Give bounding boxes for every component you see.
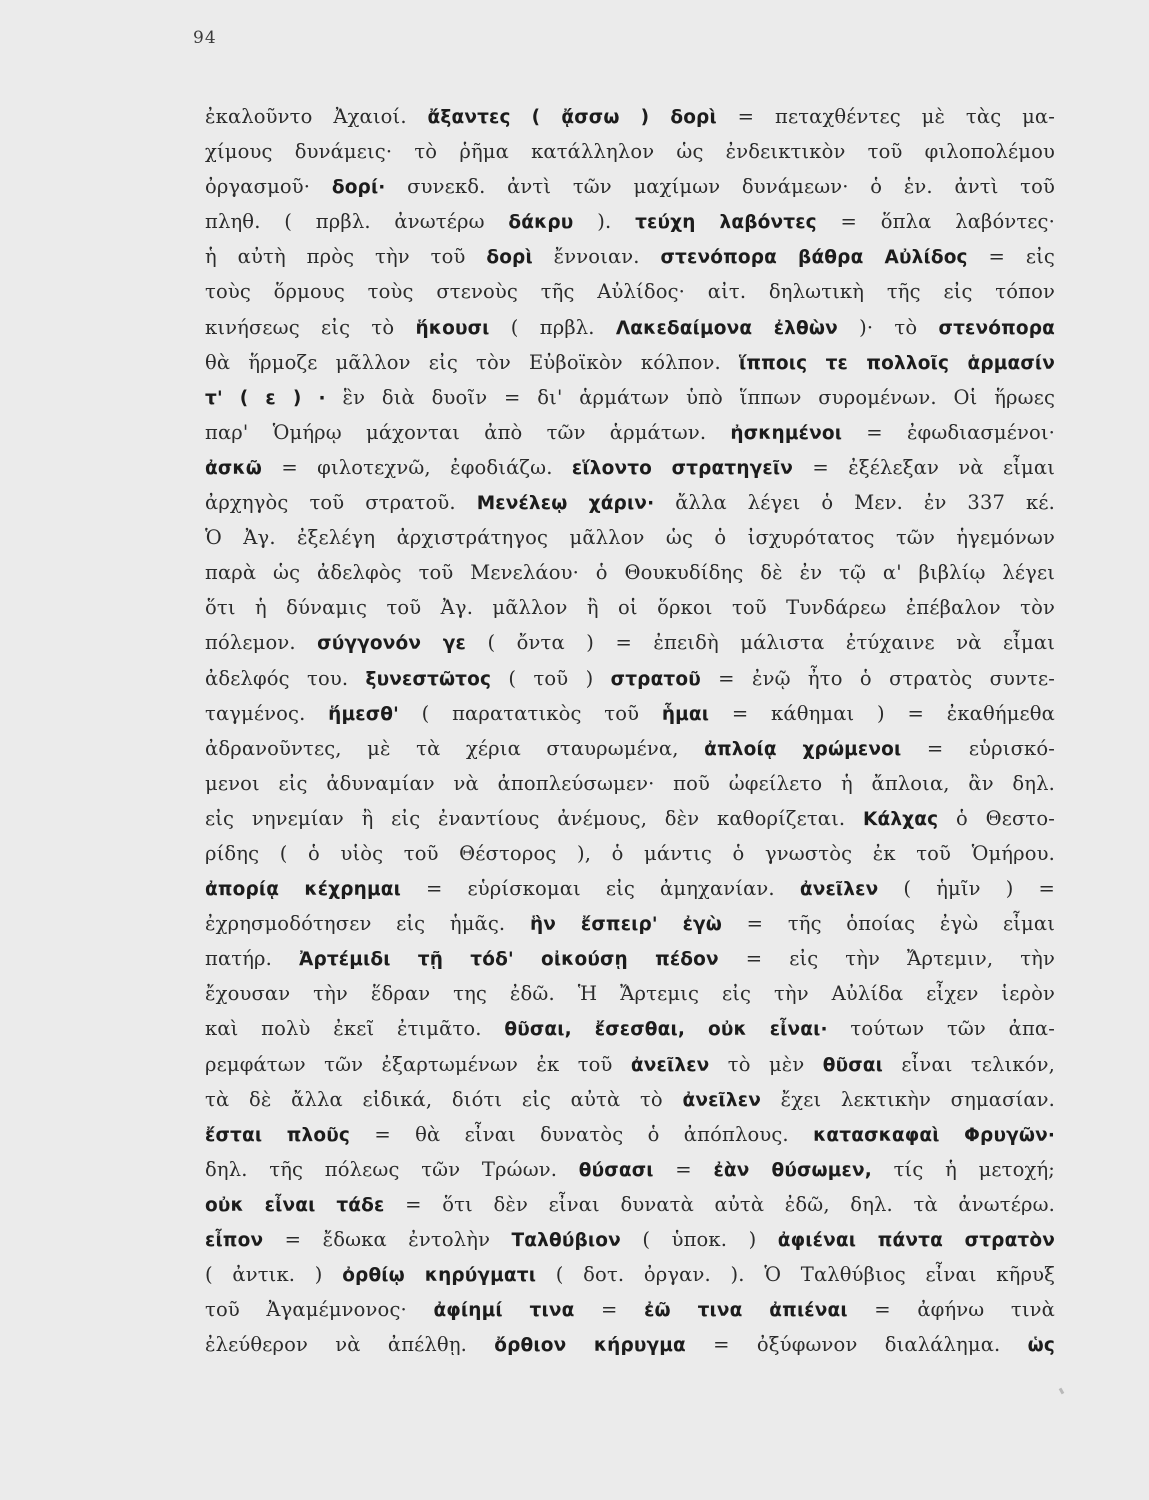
text-line [205, 1257, 1055, 1292]
bold-term: ἧμαι [661, 703, 710, 725]
text-run: καὶ πολὺ ἐκεῖ ἐτιμᾶτο. [205, 1017, 505, 1041]
text-line [205, 590, 1055, 625]
text-run: ἐκαλοῦντο Ἀχαιοί. [205, 105, 428, 128]
text-run: ὅτι ἡ δύναμις τοῦ Ἀγ. μᾶλλον ἢ οἱ ὅρκοι τοῦ Τυνδάρεω ἐπέβαλον τὸν [205, 596, 1055, 620]
bold-term: ἀνεῖλεν [630, 1054, 710, 1076]
bold-term: ἥμεσθ' [328, 703, 399, 725]
text-run: ἓν διὰ δυοῖν = δι' ἁρμάτων ὑπὸ ἵππων συρομένων. Οἱ ἥρωες [325, 385, 1055, 409]
bold-term: τεύχη λαβόντες [635, 212, 817, 234]
text-run: κινήσεως εἰς τὸ [205, 315, 416, 339]
bold-term: ἣν ἔσπειρ' ἐγὼ [529, 914, 723, 936]
text-run: ὀργασμοῦ· [205, 175, 332, 199]
text-line [205, 204, 1055, 239]
bold-term: ἠσκημένοι [730, 422, 843, 444]
text-line [205, 1117, 1055, 1152]
text-run: = τῆς ὁποίας ἐγὼ εἶμαι [722, 912, 1055, 936]
text-run: )· τὸ [837, 315, 939, 339]
bold-term: ἀνεῖλεν [682, 1089, 761, 1111]
text-run: εἶναι τελικόν, [883, 1052, 1055, 1076]
bold-term: ἄξαντες ( ᾄσσω ) δορὶ [427, 107, 717, 128]
bold-term: Κάλχας [862, 808, 939, 830]
text-line [205, 99, 1055, 134]
bold-term: ἵπποις τε πολλοῖς ἁρμασίν [738, 352, 1055, 374]
text-run: ( δοτ. ὀργαν. ). Ὁ Ταλθύβιος εἶναι κῆρυξ [536, 1263, 1055, 1287]
text-run: = κάθημαι ) = ἐκαθήμεθα [709, 701, 1055, 725]
bold-term: Μενέλεῳ χάριν· [476, 493, 655, 515]
text-run: τὸ μὲν [709, 1052, 823, 1076]
text-line [205, 345, 1055, 380]
text-line [205, 871, 1055, 906]
text-run: = ἐφωδιασμένοι· [842, 420, 1055, 444]
text-line [205, 274, 1055, 309]
text-line [205, 1292, 1055, 1327]
text-line [205, 310, 1055, 345]
text-run: = εὑρίσκομαι εἰς ἀμηχανίαν. [400, 877, 800, 901]
bold-term: εἶπον [205, 1230, 264, 1251]
text-run: = εὑρισκό- [901, 736, 1055, 760]
bold-term: Ἀρτέμιδι τῇ τόδ' οἰκούσῃ πέδον [298, 949, 719, 971]
text-run: χίμους δυνάμεις· τὸ ῥῆμα κατάλληλον ὡς ἐνδεικτικὸν τοῦ φιλοπολέμου [205, 140, 1055, 164]
text-run: = ἀφήνω τινὰ [847, 1298, 1055, 1322]
bold-term: ἔσται πλοῦς [205, 1124, 351, 1146]
bold-term: ἀφίημί τινα [433, 1300, 575, 1322]
text-line [205, 1152, 1055, 1187]
bold-term: Λακεδαίμονα ἐλθὼν [615, 317, 838, 339]
text-run: Ὁ Ἀγ. ἐξελέγη ἀρχιστράτηγος μᾶλλον ὡς ὁ ἰσχυρότατος τῶν ἡγεμόνων [205, 526, 1055, 550]
text-run: ἀρχηγὸς τοῦ στρατοῦ. [205, 491, 477, 515]
bold-term: εἵλοντο στρατηγεῖν [571, 457, 793, 479]
text-line [205, 661, 1055, 696]
bold-term: Ταλθύβιον [511, 1230, 621, 1251]
text-line [205, 801, 1055, 836]
text-line [205, 134, 1055, 169]
bold-term: ἀνεῖλεν [799, 879, 879, 901]
text-run: ἐχρησμοδότησεν εἰς ἡμᾶς. [205, 912, 530, 936]
text-run: = πεταχθέντες μὲ τὰς μα- [716, 105, 1055, 128]
text-run: = ἐξέλεξαν νὰ εἶμαι [792, 455, 1055, 479]
text-line [205, 976, 1055, 1011]
text-line [205, 485, 1055, 520]
text-run: ρίδης ( ὁ υἱὸς τοῦ Θέστορος ), ὁ μάντις ὁ γνωστὸς ἐκ τοῦ Ὁμήρου. [205, 841, 1055, 865]
bold-term: ἀπλοίᾳ χρώμενοι [704, 738, 902, 760]
text-run: ( ἀντικ. ) [205, 1263, 343, 1287]
text-run: πατήρ. [205, 947, 299, 971]
bold-term: κατασκαφαὶ Φρυγῶν· [813, 1124, 1055, 1146]
bold-term: σύγγονόν γε [317, 633, 466, 655]
text-line [205, 520, 1055, 555]
text-run: ( πρβλ. [489, 315, 616, 339]
text-run: ( ὑποκ. ) [620, 1228, 778, 1251]
text-line [205, 625, 1055, 660]
text-run: = ὀξύφωνον διαλάλημα. [685, 1333, 1028, 1357]
text-run: ἀδελφός του. [205, 666, 366, 690]
text-run: ( ὄντα ) = ἐπειδὴ μάλιστα ἐτύχαινε νὰ εἶμαι [465, 631, 1055, 655]
text-run: παρὰ ὡς ἀδελφὸς τοῦ Μενελάου· ὁ Θουκυδίδης δὲ ἐν τῷ α' βιβλίῳ λέγει [205, 561, 1055, 585]
bold-term: δορὶ [486, 247, 533, 269]
text-run: ( παρατατικὸς τοῦ [398, 701, 662, 725]
text-run: ( ἡμῖν ) = [878, 877, 1055, 901]
text-line [205, 696, 1055, 731]
text-line [205, 1327, 1055, 1362]
text-line [205, 555, 1055, 590]
text-run: ταγμένος. [205, 701, 329, 725]
text-run: = [574, 1298, 645, 1322]
bold-term: στενόπορα βάθρα Αὐλίδος [660, 247, 968, 269]
bold-term: θύσασι [578, 1159, 654, 1181]
text-line [205, 906, 1055, 941]
text-line [205, 450, 1055, 485]
text-run: ὁ Θεστο- [938, 806, 1055, 830]
text-line [205, 941, 1055, 976]
text-run: = [653, 1157, 714, 1181]
text-run: δηλ. τῆς πόλεως τῶν Τρώων. [205, 1157, 579, 1181]
bold-term: ὡς [1027, 1335, 1055, 1357]
text-line [205, 1187, 1055, 1222]
text-line [205, 169, 1055, 204]
text-line [205, 415, 1055, 450]
text-run: = θὰ εἶναι δυνατὸς ὁ ἀπόπλους. [350, 1122, 814, 1146]
text-run: ἀδρανοῦντες, μὲ τὰ χέρια σταυρωμένα, [205, 736, 705, 760]
text-run: = εἰς τὴν Ἄρτεμιν, τὴν [718, 947, 1055, 971]
page-number: 94 [193, 28, 217, 48]
text-run: τίς ἡ μετοχή; [871, 1157, 1055, 1181]
bold-term: στρατοῦ [610, 668, 701, 690]
bold-term: ἐῶ τινα ἀπιέναι [644, 1300, 848, 1322]
text-run: πληθ. ( πρβλ. ἀνωτέρω [205, 210, 509, 234]
bold-term: ἀφιέναι πάντα στρατὸν [777, 1230, 1055, 1251]
text-run: ρεμφάτων τῶν ἐξαρτωμένων ἐκ τοῦ [205, 1052, 631, 1076]
bold-term: τ' ( ε ) · [205, 387, 326, 409]
text-line [205, 239, 1055, 274]
bold-term: θῦσαι, ἔσεσθαι, οὐκ εἶναι· [504, 1019, 828, 1041]
bold-term: ξυνεστῶτος [365, 668, 492, 690]
text-run: ἐλεύθερον νὰ ἀπέλθῃ. [205, 1333, 495, 1357]
text-line [205, 1011, 1055, 1046]
text-run: πόλεμον. [205, 631, 318, 655]
text-line [205, 1222, 1055, 1257]
text-run: τοὺς ὅρμους τοὺς στενοὺς τῆς Αὐλίδος· αἰτ. δηλωτικὴ τῆς εἰς τόπον [205, 280, 1055, 304]
text-run: τοῦ Ἀγαμέμνονος· [205, 1298, 434, 1322]
text-run: ἔννοιαν. [532, 245, 661, 269]
bold-term: δορί· [331, 177, 386, 199]
text-run: = ἔδωκα ἐντολὴν [263, 1228, 512, 1251]
text-line [205, 836, 1055, 871]
text-run: = ἐνῷ ἦτο ὁ στρατὸς συντε- [700, 666, 1055, 690]
print-mark [1059, 1388, 1065, 1395]
text-run: = ὅτι δὲν εἶναι δυνατὰ αὐτὰ ἐδῶ, δηλ. τὰ ἀνωτέρω. [384, 1192, 1055, 1216]
text-run: ( τοῦ ) [491, 666, 611, 690]
text-line [205, 1047, 1055, 1082]
text-run: ἄλλα λέγει ὁ Μεν. ἐν 337 κέ. [654, 491, 1055, 515]
text-run: συνεκδ. ἀντὶ τῶν μαχίμων δυνάμεων· ὁ ἑν. ἀντὶ τοῦ [385, 175, 1055, 199]
text-run: παρ' Ὁμήρῳ μάχονται ἀπὸ τῶν ἁρμάτων. [205, 420, 731, 444]
bold-term: ἐὰν θύσωμεν, [713, 1159, 872, 1181]
text-run: τούτων τῶν ἀπα- [827, 1017, 1055, 1041]
text-run: ἔχουσαν τὴν ἕδραν της ἐδῶ. Ἡ Ἄρτεμις εἰς τὴν Αὐλίδα εἶχεν ἱερὸν [205, 982, 1055, 1006]
text-run: τὰ δὲ ἄλλα εἰδικά, διότι εἰς αὐτὰ τὸ [205, 1087, 683, 1111]
text-run: εἰς νηνεμίαν ἢ εἰς ἐναντίους ἀνέμους, δὲν καθορίζεται. [205, 806, 863, 830]
text-run: μενοι εἰς ἀδυναμίαν νὰ ἀποπλεύσωμεν· ποῦ ὠφείλετο ἡ ἄπλοια, ἂν δηλ. [205, 771, 1055, 795]
bold-term: δάκρυ [508, 212, 574, 234]
text-line [205, 1082, 1055, 1117]
text-run: = ὅπλα λαβόντες· [816, 210, 1055, 234]
bold-term: ἥκουσι [415, 317, 490, 339]
bold-term: στενόπορα [938, 317, 1055, 339]
text-run: ἔχει λεκτικὴν σημασίαν. [760, 1087, 1055, 1111]
bold-term: ἀσκῶ [205, 457, 262, 479]
text-run: θὰ ἥρμοζε μᾶλλον εἰς τὸν Εὐβοϊκὸν κόλπον. [205, 350, 739, 374]
text-line [205, 766, 1055, 801]
text-block [205, 99, 1055, 1362]
bold-term: ὄρθιον κήρυγμα [494, 1335, 686, 1357]
bold-term: οὐκ εἶναι τάδε [205, 1194, 385, 1216]
text-line [205, 731, 1055, 766]
text-run: = εἰς [967, 245, 1055, 269]
bold-term: ἀπορίᾳ κέχρημαι [205, 879, 401, 901]
text-run: ἡ αὐτὴ πρὸς τὴν τοῦ [205, 245, 487, 269]
text-run: ). [573, 210, 636, 234]
bold-term: θῦσαι [822, 1054, 884, 1076]
bold-term: ὀρθίῳ κηρύγματι [342, 1265, 537, 1287]
text-line [205, 380, 1055, 415]
text-run: = φιλοτεχνῶ, ἐφοδιάζω. [261, 455, 572, 479]
